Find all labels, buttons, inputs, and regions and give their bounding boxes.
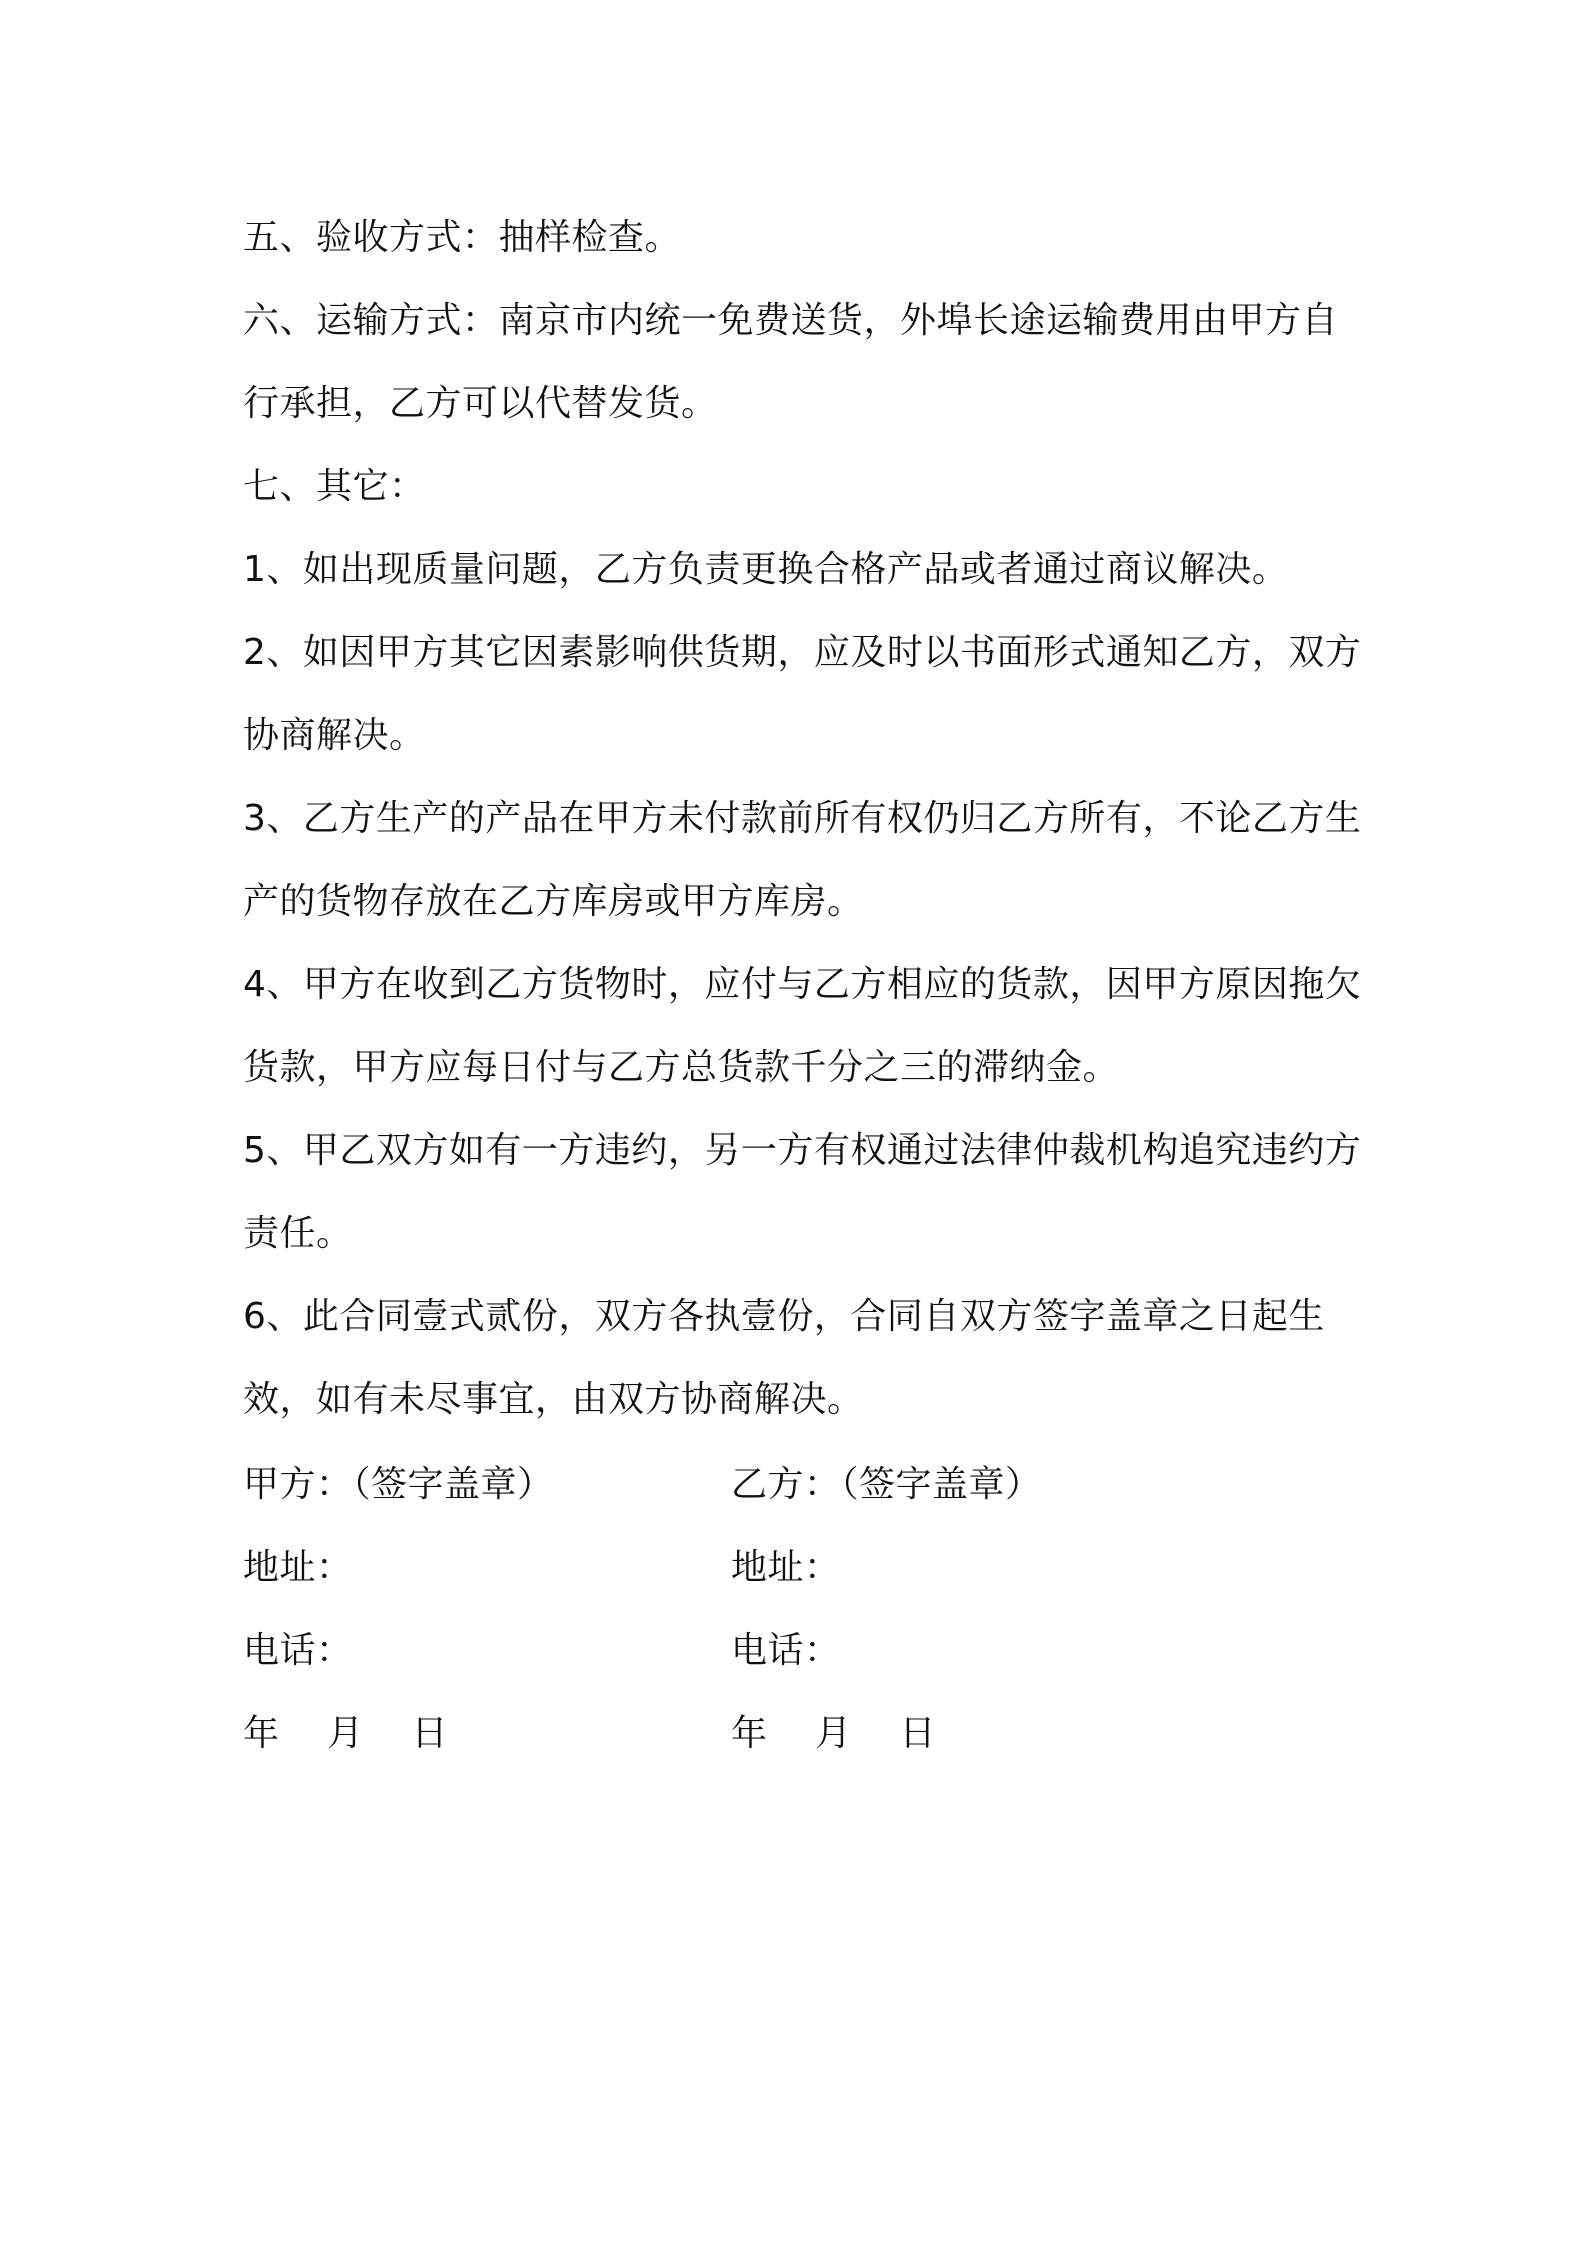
clause-item-5: 5、甲乙双方如有一方违约，另一方有权通过法律仲裁机构追究违约方责任。	[243, 1130, 1362, 1254]
signature-block	[243, 1440, 1343, 1772]
party-b-sign: 乙方：（签字盖章）	[731, 1464, 1042, 1505]
party-a-sign: 甲方：（签字盖章）	[243, 1464, 554, 1505]
clause-item-1: 1、如出现质量问题，乙方负责更换合格产品或者通过商议解决。	[243, 549, 1289, 590]
clause-item-6: 6、此合同壹式贰份，双方各执壹份，合同自双方签字盖章之日起生效，如有未尽事宜，由双方协商解决。	[243, 1296, 1325, 1420]
party-a-phone-label: 电话：	[243, 1630, 353, 1671]
party-b-phone-label: 电话：	[731, 1630, 841, 1671]
clause-acceptance: 五、验收方式：抽样检查。	[243, 217, 682, 258]
date-row	[243, 1689, 1343, 1772]
signature-row	[243, 1440, 1343, 1523]
clause-item-3: 3、乙方生产的产品在甲方未付款前所有权仍归乙方所有，不论乙方生产的货物存放在乙方库房或甲方库房。	[243, 798, 1362, 922]
address-row	[243, 1523, 1343, 1606]
party-b-date-label: 年 月 日	[731, 1713, 937, 1754]
clause-others-heading: 七、其它：	[243, 466, 426, 507]
clause-item-2: 2、如因甲方其它因素影响供货期，应及时以书面形式通知乙方，双方协商解决。	[243, 632, 1362, 756]
clause-transport: 六、运输方式：南京市内统一免费送货，外埠长途运输费用由甲方自行承担，乙方可以代替发货。	[243, 300, 1339, 424]
clause-item-4: 4、甲方在收到乙方货物时，应付与乙方相应的货款，因甲方原因拖欠货款，甲方应每日付与乙方总货款千分之三的滞纳金。	[243, 964, 1362, 1088]
party-a-address-label: 地址：	[243, 1547, 353, 1588]
party-a-date-label: 年 月 日	[243, 1713, 449, 1754]
contract-body	[243, 196, 1363, 1441]
phone-row	[243, 1606, 1343, 1689]
party-b-address-label: 地址：	[731, 1547, 841, 1588]
